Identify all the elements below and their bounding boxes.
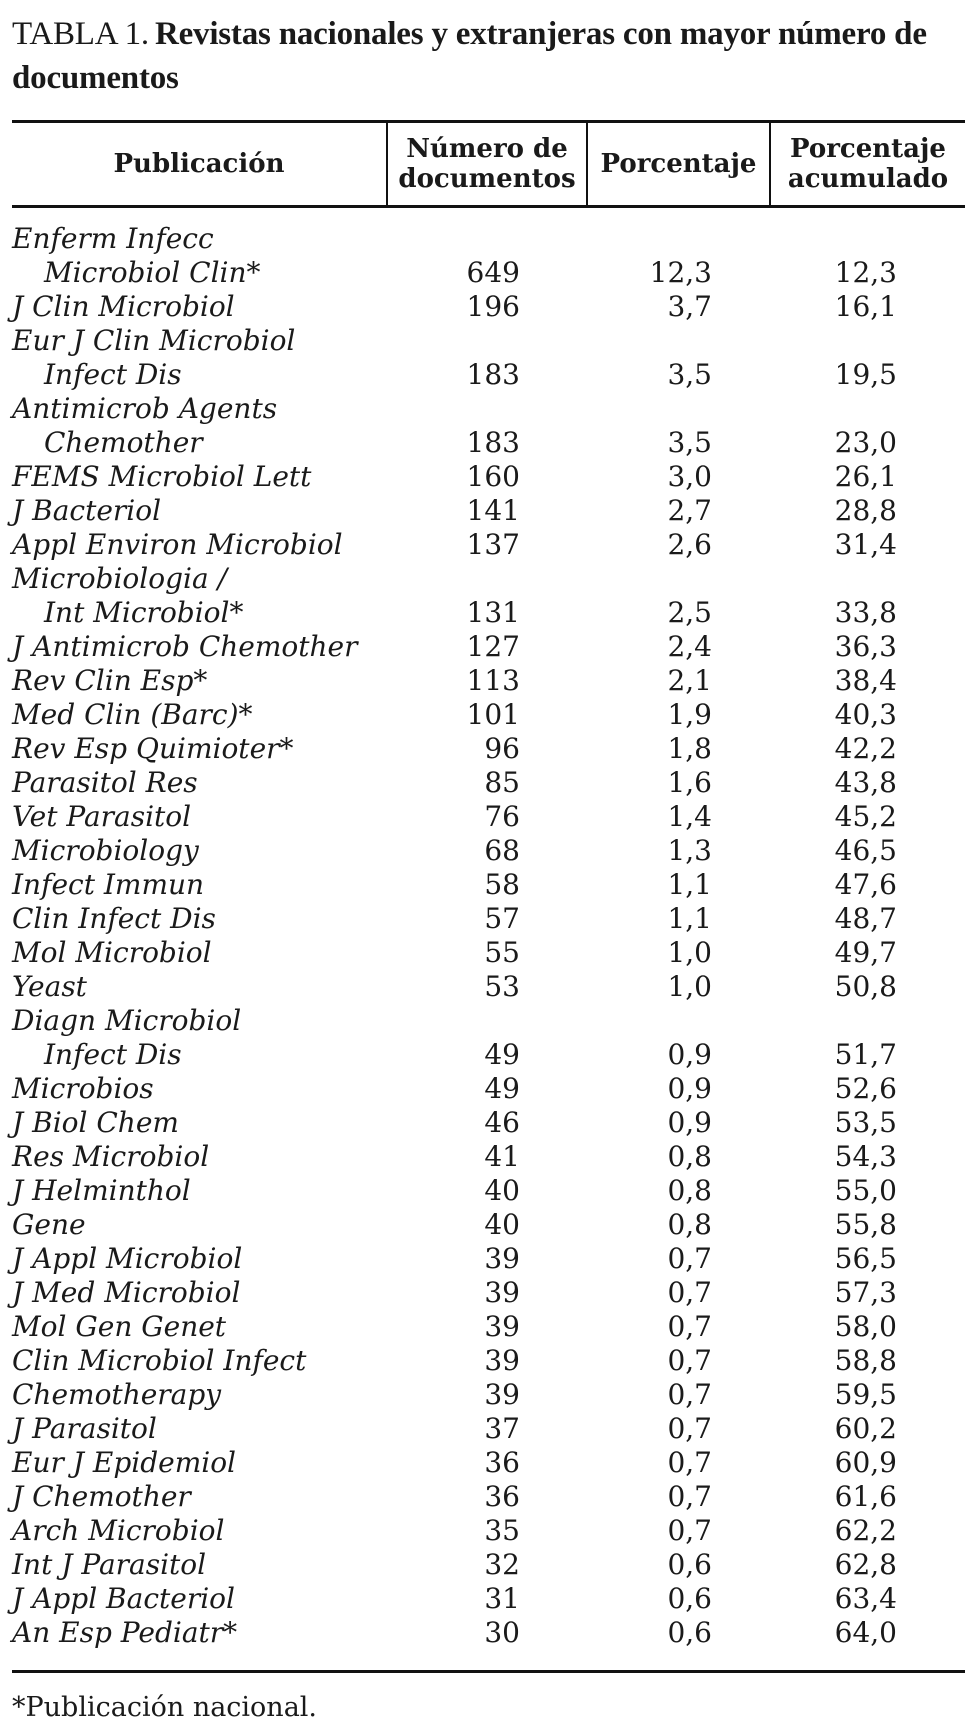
publication-name: J Chemother — [12, 1480, 191, 1513]
publication-name-continued: Int Microbiol* — [44, 596, 244, 629]
percentage: 2,7 — [667, 494, 712, 527]
documents-count: 76 — [484, 800, 520, 833]
cumulative-percentage: 59,5 — [834, 1378, 897, 1411]
documents-count: 35 — [484, 1514, 520, 1547]
table-body — [12, 207, 965, 1651]
table-title: Revistas nacionales y extranjeras con mayor número de documentos — [12, 16, 927, 96]
cumulative-percentage: 60,2 — [834, 1412, 897, 1445]
footnote: *Publicación nacional. — [12, 1692, 318, 1723]
table-row — [12, 1412, 965, 1446]
publication-name: Mol Gen Genet — [12, 1310, 227, 1343]
documents-count: 131 — [466, 596, 520, 629]
percentage: 0,9 — [667, 1106, 712, 1139]
publication-name: Chemotherapy — [12, 1378, 222, 1411]
publication-name: Appl Environ Microbiol — [12, 528, 343, 561]
cumulative-percentage: 53,5 — [834, 1106, 897, 1139]
cumulative-percentage: 16,1 — [834, 290, 897, 323]
table-row — [12, 868, 965, 902]
documents-count: 55 — [484, 936, 520, 969]
percentage: 1,0 — [667, 936, 712, 969]
documents-count: 183 — [466, 426, 520, 459]
percentage: 0,7 — [667, 1344, 712, 1377]
publication-name-continued: Infect Dis — [44, 358, 182, 391]
publication-name: Enferm Infecc — [12, 222, 214, 255]
percentage: 2,1 — [667, 664, 712, 697]
table-row — [12, 1276, 965, 1310]
publication-name: J Bacteriol — [12, 494, 162, 527]
cumulative-percentage: 61,6 — [834, 1480, 897, 1513]
table-row — [12, 1446, 965, 1480]
table-row — [12, 800, 965, 834]
cumulative-percentage: 58,8 — [834, 1344, 897, 1377]
table-label: TABLA 1. — [12, 16, 149, 52]
publication-name: J Appl Bacteriol — [12, 1582, 235, 1615]
percentage: 3,5 — [667, 358, 712, 391]
publication-name: J Clin Microbiol — [12, 290, 235, 323]
publication-name-continued: Chemother — [44, 426, 203, 459]
table-row — [12, 207, 965, 257]
table-row — [12, 1378, 965, 1412]
percentage: 0,7 — [667, 1412, 712, 1445]
cumulative-percentage: 55,8 — [834, 1208, 897, 1241]
publication-name: J Biol Chem — [12, 1106, 179, 1139]
documents-count: 39 — [484, 1242, 520, 1275]
publication-name: Vet Parasitol — [12, 800, 192, 833]
documents-count: 39 — [484, 1310, 520, 1343]
publication-name: Rev Esp Quimioter* — [12, 732, 294, 765]
table-row — [12, 1208, 965, 1242]
cumulative-percentage: 33,8 — [834, 596, 897, 629]
percentage: 0,7 — [667, 1310, 712, 1343]
cumulative-percentage: 12,3 — [834, 256, 897, 289]
cumulative-percentage: 40,3 — [834, 698, 897, 731]
cumulative-percentage: 23,0 — [834, 426, 897, 459]
publication-name: Gene — [12, 1208, 86, 1241]
publication-name: Eur J Clin Microbiol — [12, 324, 296, 357]
table-row — [12, 596, 965, 630]
percentage: 3,0 — [667, 460, 712, 493]
table-row — [12, 698, 965, 732]
cumulative-percentage: 62,8 — [834, 1548, 897, 1581]
percentage: 0,8 — [667, 1208, 712, 1241]
table-row — [12, 1004, 965, 1038]
publication-name: J Parasitol — [12, 1412, 157, 1445]
documents-count: 127 — [466, 630, 520, 663]
publication-name: Clin Infect Dis — [12, 902, 216, 935]
documents-count: 30 — [484, 1616, 520, 1649]
table-row — [12, 936, 965, 970]
documents-count: 39 — [484, 1276, 520, 1309]
publication-name: Arch Microbiol — [12, 1514, 225, 1547]
table-row — [12, 290, 965, 324]
publication-name: J Med Microbiol — [12, 1276, 241, 1309]
percentage: 0,8 — [667, 1140, 712, 1173]
publication-name: Rev Clin Esp* — [12, 664, 208, 697]
percentage: 1,1 — [667, 868, 712, 901]
publication-name: Res Microbiol — [12, 1140, 210, 1173]
table-document — [12, 0, 965, 1725]
documents-count: 96 — [484, 732, 520, 765]
documents-count: 40 — [484, 1208, 520, 1241]
cumulative-percentage: 58,0 — [834, 1310, 897, 1343]
publication-name: Diagn Microbiol — [12, 1004, 242, 1037]
cumulative-percentage: 48,7 — [834, 902, 897, 935]
table-row — [12, 528, 965, 562]
header-cumulative: Porcentaje acumulado — [770, 123, 965, 207]
cumulative-percentage: 56,5 — [834, 1242, 897, 1275]
documents-count: 40 — [484, 1174, 520, 1207]
percentage: 1,9 — [667, 698, 712, 731]
table-row — [12, 902, 965, 936]
table-row — [12, 1514, 965, 1548]
documents-count: 39 — [484, 1378, 520, 1411]
table-row — [12, 970, 965, 1004]
percentage: 1,1 — [667, 902, 712, 935]
percentage: 2,5 — [667, 596, 712, 629]
publication-name: Med Clin (Barc)* — [12, 698, 253, 731]
table-row — [12, 664, 965, 698]
table-row — [12, 392, 965, 426]
table-row — [12, 1480, 965, 1514]
cumulative-percentage: 45,2 — [834, 800, 897, 833]
documents-count: 49 — [484, 1072, 520, 1105]
cumulative-percentage: 57,3 — [834, 1276, 897, 1309]
table-header — [12, 123, 965, 207]
header-percent: Porcentaje — [587, 123, 770, 207]
publication-name: An Esp Pediatr* — [12, 1616, 238, 1649]
percentage: 0,6 — [667, 1616, 712, 1649]
cumulative-percentage: 64,0 — [834, 1616, 897, 1649]
percentage: 0,7 — [667, 1514, 712, 1547]
percentage: 0,9 — [667, 1038, 712, 1071]
cumulative-percentage: 31,4 — [834, 528, 897, 561]
documents-count: 31 — [484, 1582, 520, 1615]
table-row — [12, 1106, 965, 1140]
table-row — [12, 1344, 965, 1378]
table-row — [12, 1072, 965, 1106]
cumulative-percentage: 26,1 — [834, 460, 897, 493]
publication-name: Parasitol Res — [12, 766, 198, 799]
bottom-rule — [12, 1670, 965, 1673]
publication-name: Int J Parasitol — [12, 1548, 207, 1581]
publication-name: Microbiology — [12, 834, 199, 867]
table-row — [12, 1242, 965, 1276]
table-row — [12, 1310, 965, 1344]
cumulative-percentage: 49,7 — [834, 936, 897, 969]
cumulative-percentage: 52,6 — [834, 1072, 897, 1105]
documents-count: 32 — [484, 1548, 520, 1581]
percentage: 0,7 — [667, 1480, 712, 1513]
publication-name: J Appl Microbiol — [12, 1242, 243, 1275]
table-row — [12, 1548, 965, 1582]
table-row — [12, 562, 965, 596]
percentage: 0,7 — [667, 1242, 712, 1275]
percentage: 2,4 — [667, 630, 712, 663]
documents-count: 68 — [484, 834, 520, 867]
documents-count: 58 — [484, 868, 520, 901]
percentage: 3,7 — [667, 290, 712, 323]
publication-name: Infect Immun — [12, 868, 205, 901]
cumulative-percentage: 63,4 — [834, 1582, 897, 1615]
documents-count: 36 — [484, 1446, 520, 1479]
cumulative-percentage: 50,8 — [834, 970, 897, 1003]
cumulative-percentage: 62,2 — [834, 1514, 897, 1547]
percentage: 0,7 — [667, 1378, 712, 1411]
percentage: 1,6 — [667, 766, 712, 799]
publication-name: Mol Microbiol — [12, 936, 212, 969]
publication-name: Microbiologia / — [12, 562, 228, 595]
cumulative-percentage: 19,5 — [834, 358, 897, 391]
table-row — [12, 426, 965, 460]
percentage: 1,4 — [667, 800, 712, 833]
publication-name-continued: Microbiol Clin* — [44, 256, 261, 289]
table-row — [12, 732, 965, 766]
percentage: 3,5 — [667, 426, 712, 459]
table-row — [12, 766, 965, 800]
documents-count: 649 — [466, 256, 520, 289]
documents-count: 41 — [484, 1140, 520, 1173]
publication-name: FEMS Microbiol Lett — [12, 460, 312, 493]
publication-name-continued: Infect Dis — [44, 1038, 182, 1071]
documents-count: 196 — [466, 290, 520, 323]
publication-name: Antimicrob Agents — [12, 392, 278, 425]
table-row — [12, 1038, 965, 1072]
cumulative-percentage: 38,4 — [834, 664, 897, 697]
cumulative-percentage: 60,9 — [834, 1446, 897, 1479]
documents-count: 141 — [466, 494, 520, 527]
table-row — [12, 256, 965, 290]
percentage: 0,8 — [667, 1174, 712, 1207]
percentage: 0,7 — [667, 1446, 712, 1479]
table-row — [12, 324, 965, 358]
percentage: 0,7 — [667, 1276, 712, 1309]
cumulative-percentage: 47,6 — [834, 868, 897, 901]
publication-name: Clin Microbiol Infect — [12, 1344, 307, 1377]
percentage: 1,3 — [667, 834, 712, 867]
documents-count: 85 — [484, 766, 520, 799]
publication-name: J Antimicrob Chemother — [12, 630, 358, 663]
documents-count: 101 — [466, 698, 520, 731]
journals-table — [12, 123, 965, 1650]
cumulative-percentage: 36,3 — [834, 630, 897, 663]
documents-count: 160 — [466, 460, 520, 493]
percentage: 1,8 — [667, 732, 712, 765]
percentage: 12,3 — [649, 256, 712, 289]
publication-name: Microbios — [12, 1072, 154, 1105]
table-row — [12, 494, 965, 528]
cumulative-percentage: 43,8 — [834, 766, 897, 799]
percentage: 2,6 — [667, 528, 712, 561]
cumulative-percentage: 28,8 — [834, 494, 897, 527]
documents-count: 39 — [484, 1344, 520, 1377]
documents-count: 46 — [484, 1106, 520, 1139]
cumulative-percentage: 55,0 — [834, 1174, 897, 1207]
documents-count: 137 — [466, 528, 520, 561]
table-row — [12, 630, 965, 664]
table-row — [12, 1174, 965, 1208]
table-row — [12, 834, 965, 868]
percentage: 0,6 — [667, 1582, 712, 1615]
documents-count: 57 — [484, 902, 520, 935]
percentage: 0,6 — [667, 1548, 712, 1581]
documents-count: 49 — [484, 1038, 520, 1071]
publication-name: Yeast — [12, 970, 87, 1003]
table-row — [12, 460, 965, 494]
cumulative-percentage: 42,2 — [834, 732, 897, 765]
percentage: 0,9 — [667, 1072, 712, 1105]
percentage: 1,0 — [667, 970, 712, 1003]
cumulative-percentage: 54,3 — [834, 1140, 897, 1173]
documents-count: 53 — [484, 970, 520, 1003]
header-documents: Número de documentos — [387, 123, 587, 207]
publication-name: Eur J Epidemiol — [12, 1446, 237, 1479]
cumulative-percentage: 51,7 — [834, 1038, 897, 1071]
table-caption — [12, 12, 965, 100]
documents-count: 36 — [484, 1480, 520, 1513]
documents-count: 183 — [466, 358, 520, 391]
table-row — [12, 1140, 965, 1174]
table-row — [12, 1582, 965, 1616]
header-publication: Publicación — [12, 123, 387, 207]
publication-name: J Helminthol — [12, 1174, 191, 1207]
table-row — [12, 358, 965, 392]
documents-count: 37 — [484, 1412, 520, 1445]
cumulative-percentage: 46,5 — [834, 834, 897, 867]
documents-count: 113 — [466, 664, 520, 697]
table-row — [12, 1616, 965, 1650]
